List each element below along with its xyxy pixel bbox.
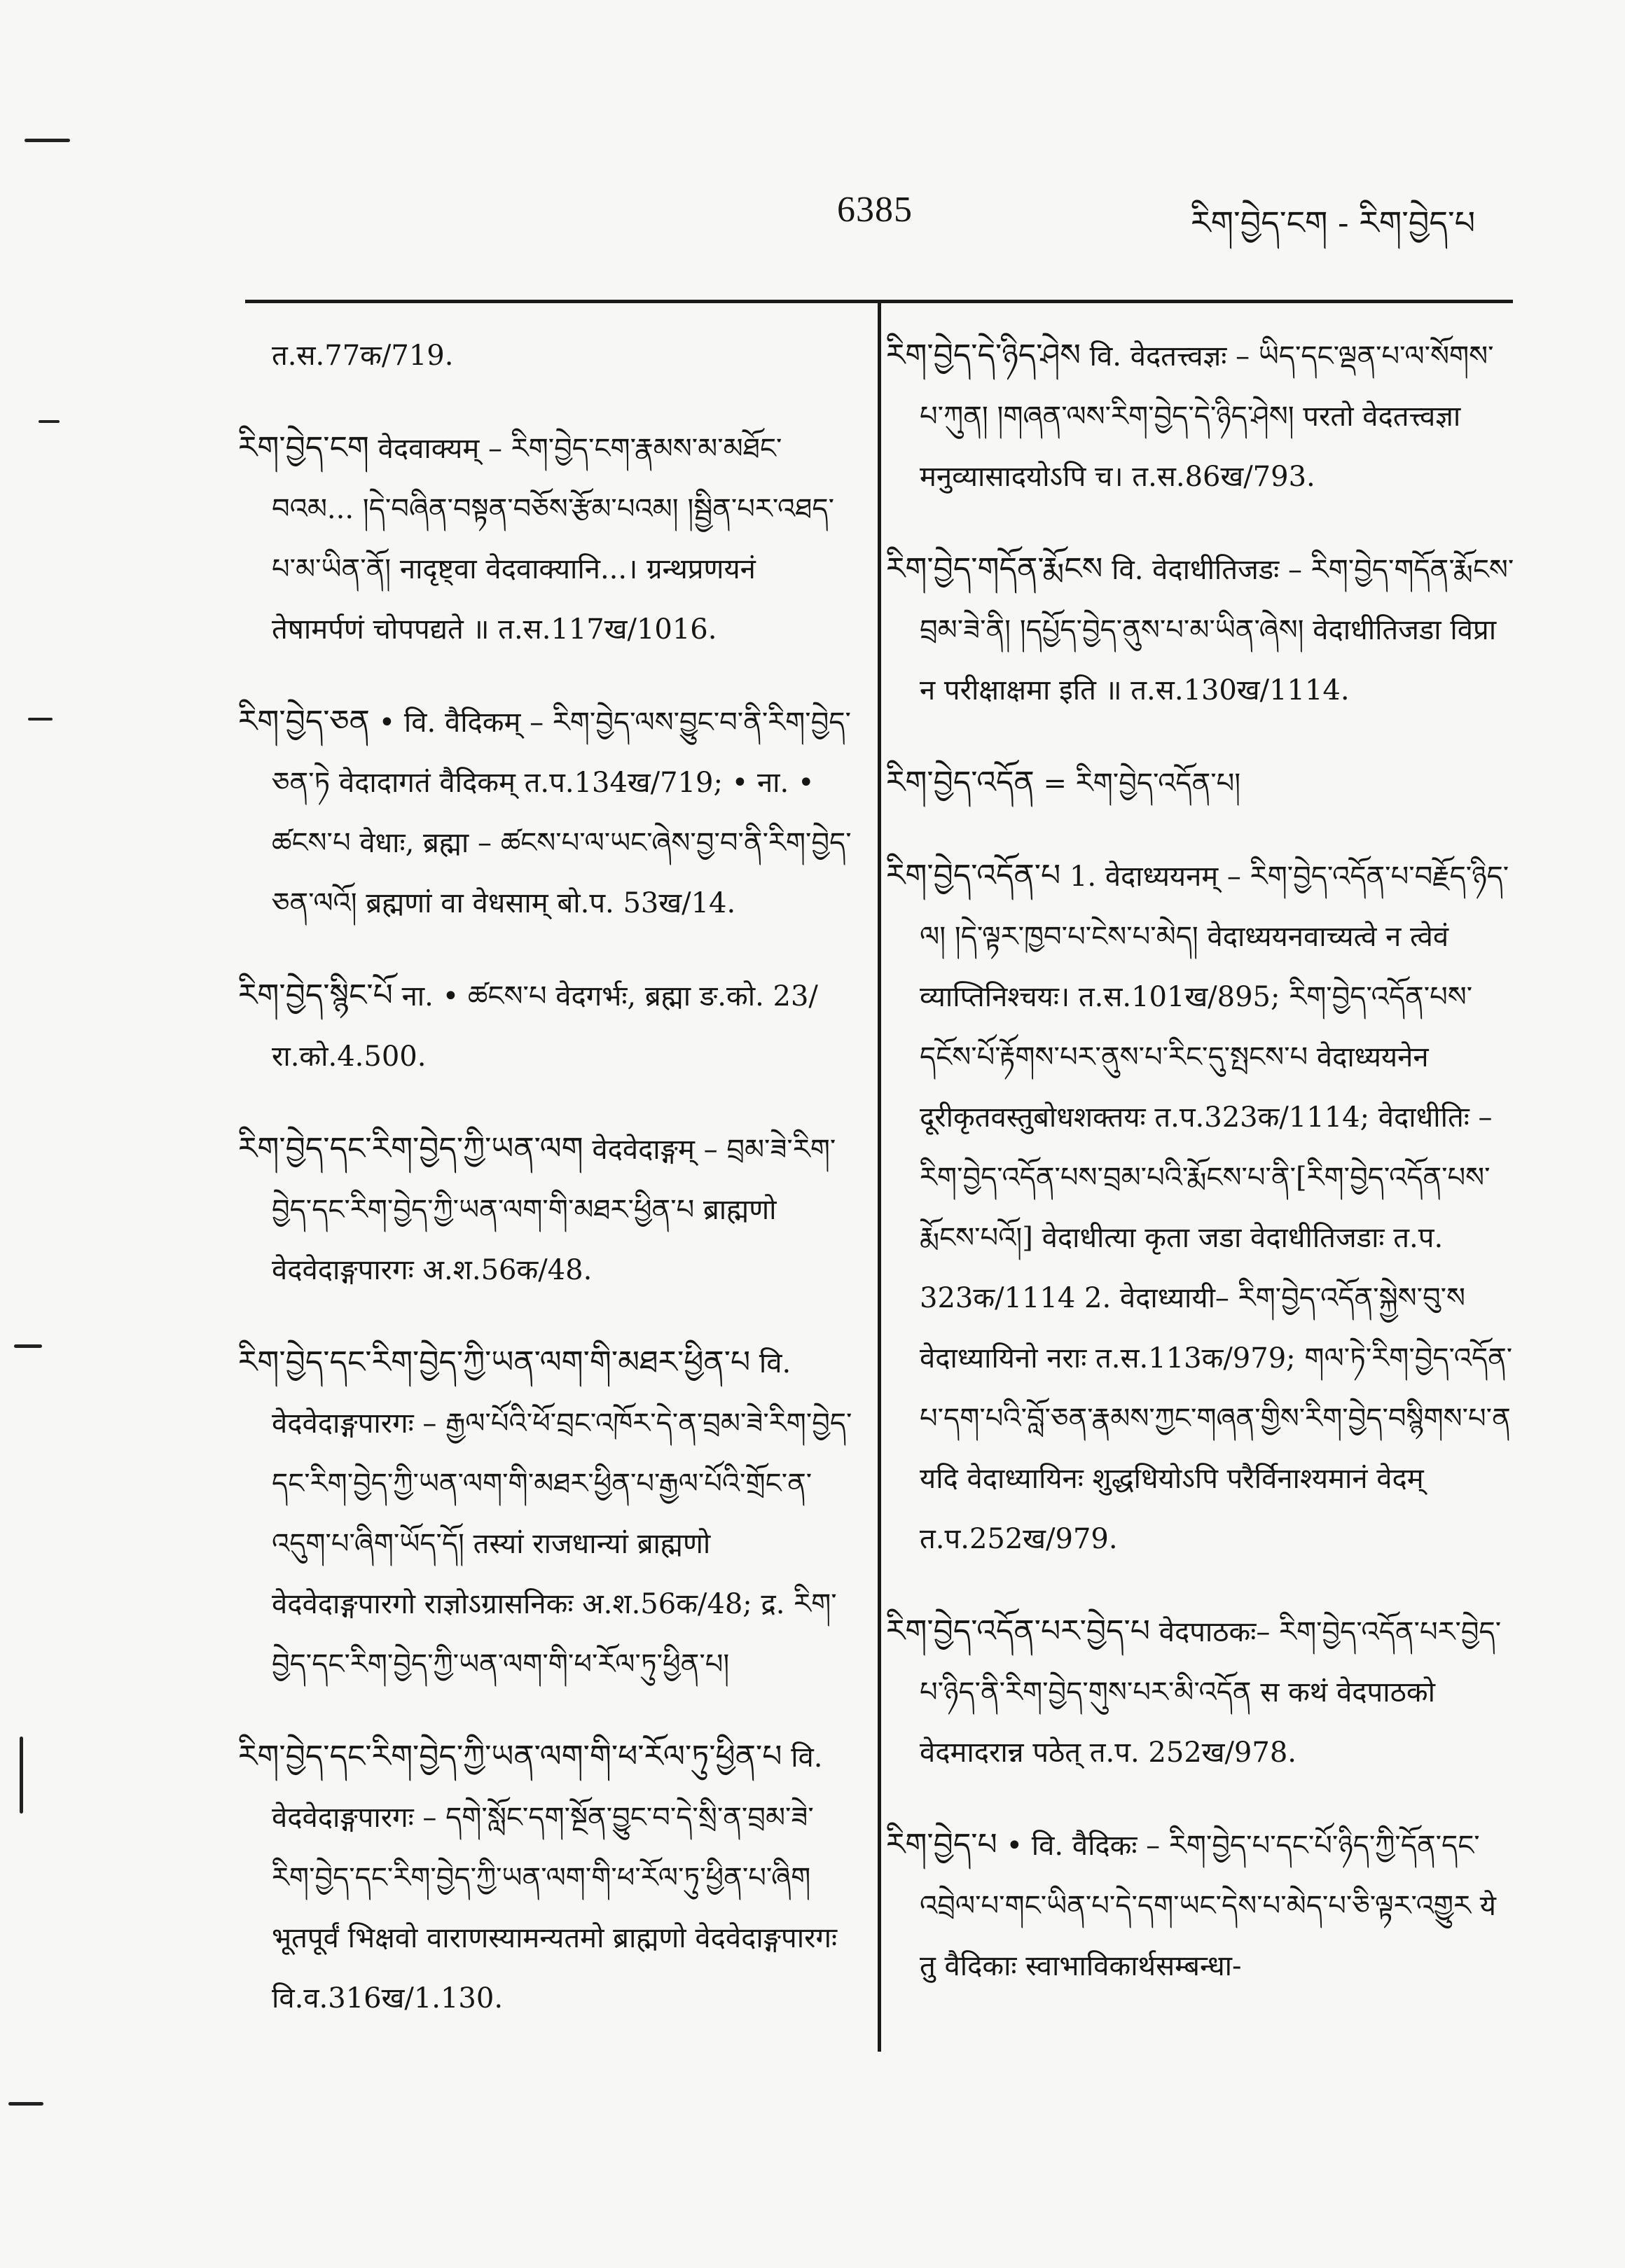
entry-headword: རིག་བྱེད་འདོན [886,765,1035,800]
entry-headword: རིག་བྱེད་འདོན་པར་བྱེད་པ [886,1613,1150,1649]
dictionary-entry [886,846,1516,1569]
left-column [238,326,855,2061]
margin-mark [39,420,60,423]
entry-body: • वि. वैदिकम् – རིག་བྱེད་ལས་བྱུང་བ་ནི་རིག་བྱེད་ཅན་ཏེ वेदादागतं वैदिकम् त.प.134ख/719; • ना. • ཚངས་པ वेधाः, ब्रह्मा – ཚངས་པ་ལ་ཡང་ཞེས་བྱ་བ་ནི་རིག་བྱེད་ཅན་ལའོ། ब्रह्मणां वा वेधसाम् बो.प. 53ख/14. [272,707,852,919]
page-number: 6385 [837,190,913,230]
right-column [886,326,1516,2029]
dictionary-entry [238,418,855,660]
entry-headword: རིག་བྱེད་ཅན [238,704,370,739]
dictionary-entry [886,1815,1516,1996]
entry-body: वि. वेदतत्त्वज्ञः – ཡིད་དང་ལྡན་པ་ལ་སོགས་པ་ཀུན། །གཞན་ལས་རིག་བྱེད་དེ་ཉིད་ཤེས། परतो वेदतत्त्वज्ञा मनुव्यासादयोऽपि च। त.स.86ख/793. [920,340,1494,493]
entry-headword: རིག་བྱེད་འདོན་པ [886,858,1061,893]
entry-headword: རིག་བྱེད་དང་རིག་བྱེད་ཀྱི་ཡན་ལག་གི་མཐར་ཕྱིན་པ [238,1344,751,1380]
entry-body: वेदवाक्यम् – རིག་བྱེད་ངག་རྣམས་མ་མཐོང་བའམ... །དེ་བཞིན་བསྟན་བཅོས་རྩོམ་པའམ། །སྦྱིན་པར་འཐད་པ་མ་ཡིན་ནོ། नादृष्ट्वा वेदवाक्यानि...। ग्रन्थप्रणयनं तेषामर्पणं चोपपद्यते ॥ त.स.117ख/1016. [272,433,834,646]
entry-body: वि. वेदवेदाङ्गपारगः – རྒྱལ་པོའི་ཕོ་བྲང་འཁོར་དེ་ན་བྲམ་ཟེ་རིག་བྱེད་དང་རིག་བྱེད་ཀྱི་ཡན་ལག་གི་མཐར་ཕྱིན་པ་རྒྱལ་པོའི་གྲོང་ན་འདུག་པ་ཞིག་ཡོད་དོ། तस्यां राजधान्यां ब्राह्मणो वेदवेदाङ्गपारगो राज्ञोऽग्रासनिकः अ.श.56क/48; द्र. རིག་བྱེད་དང་རིག་བྱེད་ཀྱི་ཡན་ལག་གི་ཕ་རོལ་ཏུ་ཕྱིན་པ། [272,1347,852,1681]
dictionary-entry [238,1333,855,1695]
dictionary-entry [886,539,1516,721]
entry-headword: རིག་བྱེད་དང་རིག་བྱེད་ཀྱི་ཡན་ལག་གི་ཕ་རོལ་ཏུ་ཕྱིན་པ [238,1739,782,1774]
dictionary-entry [238,1727,855,2029]
margin-mark [28,718,53,721]
entry-headword: རིག་བྱེད་སྙིང་པོ [238,978,393,1013]
margin-mark [25,139,70,142]
dictionary-entry [238,326,855,386]
dictionary-entry [238,966,855,1087]
dictionary-entry [886,753,1516,814]
entry-body: 1. वेदाध्ययनम् – རིག་བྱེད་འདོན་པ་བརྗོད་ཉིད་ལ། །དེ་ལྟར་ཁྱབ་པ་ངེས་པ་མེད། वेदाध्ययनवाच्यत्वे न त्वेवं व्याप्तिनिश्चयः। त.स.101ख/895; རིག་བྱེད་འདོན་པས་དངོས་པོ་རྟོགས་པར་ནུས་པ་རིང་དུ་སྤངས་པ वेदाध्ययनेन दूरीकृतवस्तुबोधशक्तयः त.प.323क/1114; वेदाधीतिः – རིག་བྱེད་འདོན་པས་བྲམ་པའི་རྨོངས་པ་ནི་[རིག་བྱེད་འདོན་པས་རྨོངས་པའོ།] वेदाधीत्या कृता जडा वेदाधीतिजडाः त.प. 323क/1114 2. वेदाध्यायी– རིག་བྱེད་འདོན་སྐྱེས་བུ་ས वेदाध्यायिनो नराः त.स.113क/979; གལ་ཏེ་རིག་བྱེད་འདོན་པ་དག་པའི་བློ་ཅན་རྣམས་ཀྱང་གཞན་གྱིས་རིག་བྱེད་བསྙིགས་པ་ན यदि वेदाध्यायिनः शुद्धधियोऽपि परैर्विनाश्यमानं वेदम् त.प.252ख/979. [920,861,1513,1555]
dictionary-entry [238,1119,855,1300]
column-divider [878,301,881,2052]
dictionary-entry [238,692,855,933]
dictionary-entry [886,1601,1516,1783]
entry-body: त.स.77क/719. [272,340,454,372]
entry-body: = རིག་བྱེད་འདོན་པ། [1043,767,1241,800]
margin-mark [14,1344,42,1348]
entry-headword: རིག་བྱེད་དང་རིག་བྱེད་ཀྱི་ཡན་ལག [238,1131,583,1167]
margin-mark [20,1737,23,1814]
margin-mark [8,2102,43,2106]
entry-headword: རིག་བྱེད་དེ་ཉིད་ཤེས [886,338,1081,373]
entry-body: वि. वेदवेदाङ्गपारगः – དགེ་སློང་དག་སྔོན་བྱུང་བ་དེ་སྲི་ན་བྲམ་ཟེ་རིག་བྱེད་དང་རིག་བྱེད་ཀྱི་ཡན་ལག་གི་ཕ་རོལ་ཏུ་ཕྱིན་པ་ཞིག भूतपूर्वं भिक्षवो वाराणस्यामन्यतमो ब्राह्मणो वेदवेदाङ्गपारगः वि.व.316ख/1.130. [272,1741,838,2015]
running-head: རིག་བྱེད་ངག - རིག་བྱེད་པ [1191,204,1476,242]
dictionary-entry [886,326,1516,507]
entry-headword: རིག་བྱེད་ངག [238,430,369,466]
entry-headword: རིག་བྱེད་པ [886,1827,997,1863]
entry-body: वि. वेदाधीतिजडः – རིག་བྱེད་གདོན་རྨོངས་བྲམ་ཟེ་ནི། །དཔྱོད་བྱེད་ནུས་པ་མ་ཡིན་ཞེས། वेदाधीतिजडा विप्रा न परीक्षाक्षमा इति ॥ त.स.130ख/1114. [920,554,1514,707]
entry-body: वेदवेदाङ्गम् – བྲམ་ཟེ་རིག་བྱེད་དང་རིག་བྱེད་ཀྱི་ཡན་ལག་གི་མཐར་ཕྱིན་པ ब्राह्मणो वेदवेदाङ्गपारगः अ.श.56क/48. [272,1134,836,1286]
entry-body: वेदपाठकः– རིག་བྱེད་འདོན་པར་བྱེད་པ་ཉིད་ནི་རིག་བྱེད་གུས་པར་མི་འདོན स कथं वेदपाठको वेदमादरान्न पठेत् त.प. 252ख/978. [920,1616,1502,1769]
entry-body: • वि. वैदिकः – རིག་བྱེད་པ་དང་པོ་ཉིད་ཀྱི་དོན་དང་འབྲེལ་པ་གང་ཡིན་པ་དེ་དག་ཡང་དེས་པ་མེད་པ་ཅི་ལྟར་འགྱུར ये तु वैदिकाः स्वाभाविकार्थसम्बन्धा- [920,1830,1496,1982]
entry-body: ना. • ཚངས་པ वेदगर्भः, ब्रह्मा ङ.को. 23/रा.को.4.500. [272,980,818,1073]
entry-headword: རིག་བྱེད་གདོན་རྨོངས [886,551,1103,587]
